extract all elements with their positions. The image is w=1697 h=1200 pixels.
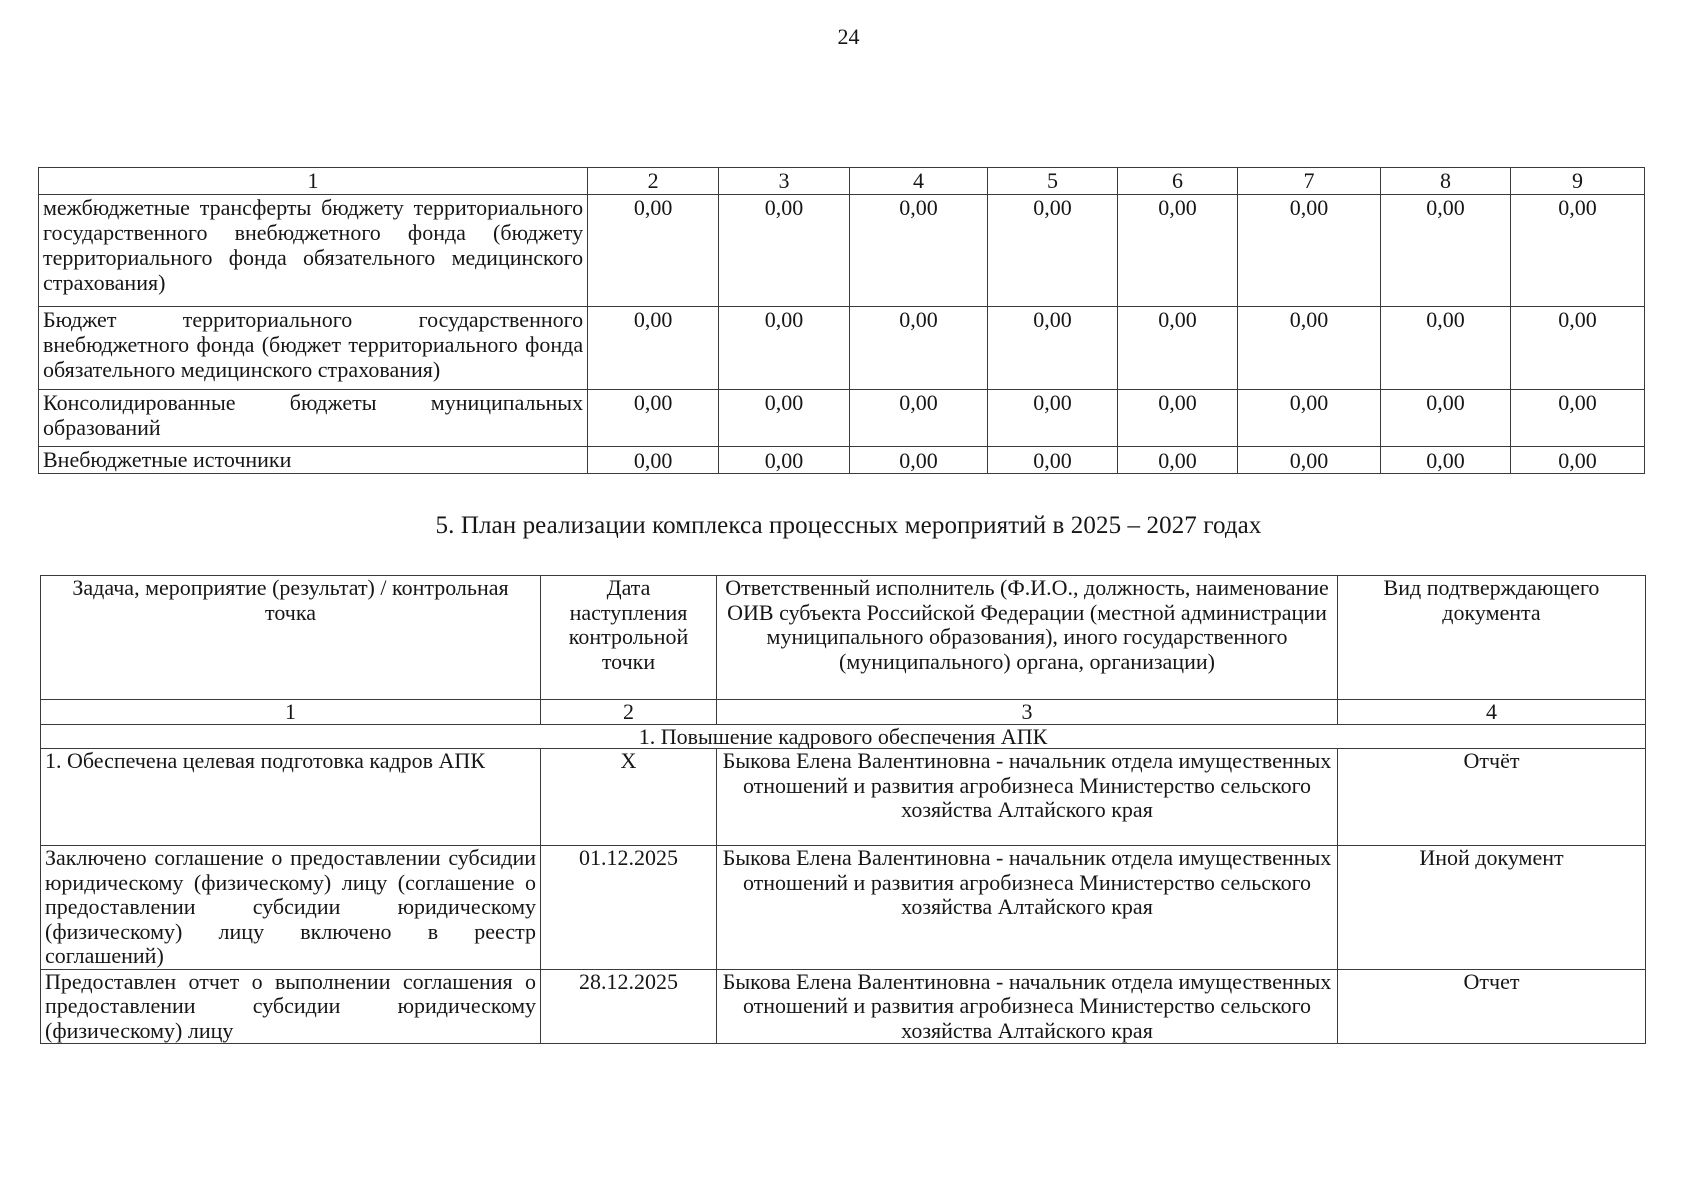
budget-table-header-row (39, 168, 1645, 195)
value-cell: 0,00 (1237, 447, 1380, 474)
column-number: 3 (717, 700, 1338, 725)
value-cell: 0,00 (1118, 195, 1238, 307)
value-cell: 0,00 (988, 195, 1118, 307)
task-cell: Заключено соглашение о предоставлении субсидии юридическому (физическому) лицу (соглашение о предоставлении субсидии юридическому (физическому) лицу включено в реестр соглашений) (41, 846, 541, 970)
document-cell: Отчет (1338, 969, 1646, 1044)
header-cell: Задача, мероприятие (результат) / контрольная точка (41, 576, 541, 700)
column-number: 4 (1338, 700, 1646, 725)
value-cell: 0,00 (719, 390, 850, 447)
header-cell: 6 (1118, 168, 1238, 195)
value-cell: 0,00 (588, 447, 719, 474)
value-cell: 0,00 (850, 390, 988, 447)
date-cell: X (541, 749, 717, 846)
value-cell: 0,00 (1510, 307, 1644, 390)
value-cell: 0,00 (1380, 447, 1510, 474)
header-cell: 1 (39, 168, 588, 195)
group-row (41, 725, 1646, 749)
task-cell: 1. Обеспечена целевая подготовка кадров АПК (41, 749, 541, 846)
value-cell: 0,00 (988, 307, 1118, 390)
value-cell: 0,00 (588, 195, 719, 307)
plan-table (40, 575, 1646, 1044)
document-cell: Иной документ (1338, 846, 1646, 970)
value-cell: 0,00 (1118, 390, 1238, 447)
header-cell: 4 (850, 168, 988, 195)
value-cell: 0,00 (1237, 390, 1380, 447)
column-number-row (41, 700, 1646, 725)
value-cell: 0,00 (1380, 390, 1510, 447)
header-cell: Ответственный исполнитель (Ф.И.О., должность, наименование ОИВ субъекта Российской Федерации (местной администрации муниципального образования), иного государственного (муниципального) органа, организации) (717, 576, 1338, 700)
header-cell: 3 (719, 168, 850, 195)
value-cell: 0,00 (1380, 195, 1510, 307)
header-cell: 7 (1237, 168, 1380, 195)
value-cell: 0,00 (850, 447, 988, 474)
responsible-cell: Быкова Елена Валентиновна - начальник отдела имущественных отношений и развития агробизнеса Министерство сельского хозяйства Алтайского края (717, 749, 1338, 846)
value-cell: 0,00 (719, 195, 850, 307)
value-cell: 0,00 (719, 307, 850, 390)
value-cell: 0,00 (588, 390, 719, 447)
table-row (39, 447, 1645, 474)
value-cell: 0,00 (1237, 307, 1380, 390)
value-cell: 0,00 (1510, 390, 1644, 447)
value-cell: 0,00 (850, 195, 988, 307)
date-cell: 28.12.2025 (541, 969, 717, 1044)
row-label: межбюджетные трансферты бюджету территориального государственного внебюджетного фонда (бюджету территориального фонда обязательного медицинского страхования) (39, 195, 588, 307)
header-cell: 9 (1510, 168, 1644, 195)
table-row (41, 749, 1646, 846)
row-label: Бюджет территориального государственного внебюджетного фонда (бюджет территориального фонда обязательного медицинского страхования) (39, 307, 588, 390)
section-title: 5. План реализации комплекса процессных мероприятий в 2025 – 2027 годах (435, 512, 1262, 539)
value-cell: 0,00 (1510, 447, 1644, 474)
value-cell: 0,00 (850, 307, 988, 390)
header-cell: Вид подтверждающего документа (1338, 576, 1646, 700)
header-cell: 8 (1380, 168, 1510, 195)
value-cell: 0,00 (988, 447, 1118, 474)
budget-table (38, 167, 1645, 474)
value-cell: 0,00 (1510, 195, 1644, 307)
value-cell: 0,00 (1380, 307, 1510, 390)
table-row (41, 969, 1646, 1044)
row-label: Внебюджетные источники (39, 447, 588, 474)
document-cell: Отчёт (1338, 749, 1646, 846)
page-number: 24 (837, 24, 860, 49)
value-cell: 0,00 (988, 390, 1118, 447)
value-cell: 0,00 (1118, 307, 1238, 390)
responsible-cell: Быкова Елена Валентиновна - начальник отдела имущественных отношений и развития агробизнеса Министерство сельского хозяйства Алтайского края (717, 846, 1338, 970)
table-row (39, 195, 1645, 307)
table-row (41, 846, 1646, 970)
group-title: 1. Повышение кадрового обеспечения АПК (41, 725, 1646, 749)
plan-table-header-row (41, 576, 1646, 700)
header-cell: Дата наступления контрольной точки (541, 576, 717, 700)
column-number: 2 (541, 700, 717, 725)
value-cell: 0,00 (1237, 195, 1380, 307)
value-cell: 0,00 (1118, 447, 1238, 474)
header-cell: 2 (588, 168, 719, 195)
table-row (39, 390, 1645, 447)
value-cell: 0,00 (719, 447, 850, 474)
row-label: Консолидированные бюджеты муниципальных образований (39, 390, 588, 447)
task-cell: Предоставлен отчет о выполнении соглашения о предоставлении субсидии юридическому (физическому) лицу (41, 969, 541, 1044)
date-cell: 01.12.2025 (541, 846, 717, 970)
table-row (39, 307, 1645, 390)
column-number: 1 (41, 700, 541, 725)
responsible-cell: Быкова Елена Валентиновна - начальник отдела имущественных отношений и развития агробизнеса Министерство сельского хозяйства Алтайского края (717, 969, 1338, 1044)
value-cell: 0,00 (588, 307, 719, 390)
header-cell: 5 (988, 168, 1118, 195)
